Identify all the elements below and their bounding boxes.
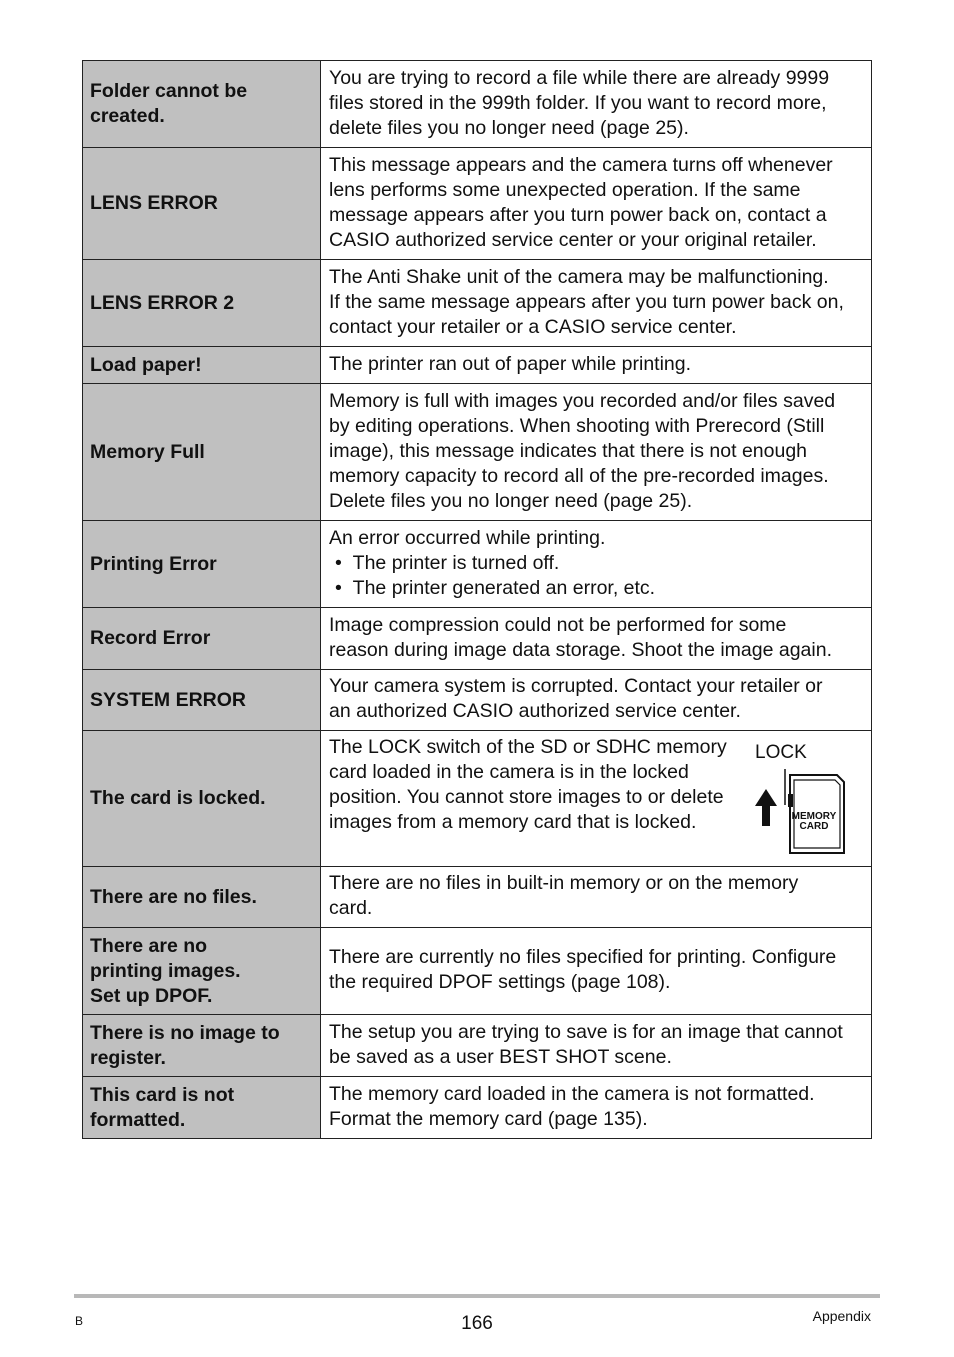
table-row xyxy=(83,148,872,260)
card-label-line: CARD xyxy=(799,821,829,832)
table-row xyxy=(83,867,872,928)
message-description: The memory card loaded in the camera is not formatted. Format the memory card (page 135). xyxy=(321,1077,872,1139)
message-description: The Anti Shake unit of the camera may be malfunctioning. If the same message appears after you turn power back on, contact your retailer or a CASIO service center. xyxy=(321,260,872,347)
message-name: Memory Full xyxy=(83,384,321,521)
page-number: 166 xyxy=(461,1313,493,1334)
message-description: This message appears and the camera turns off whenever lens performs some unexpected operation. If the same message appears after you turn power back on, contact a CASIO authorized service center or your original retailer. xyxy=(321,148,872,260)
message-name: This card is not formatted. xyxy=(83,1077,321,1139)
table-row xyxy=(83,670,872,731)
message-name: There are no files. xyxy=(83,867,321,928)
bullet-item: • The printer generated an error, etc. xyxy=(335,576,656,599)
message-description: The LOCK switch of the SD or SDHC memory card loaded in the camera is in the locked position. You cannot store images to or delete images from a memory card that is locked. LOCK MEMORY CARD xyxy=(321,731,872,867)
table-row xyxy=(83,1015,872,1077)
message-description: The printer ran out of paper while printing. xyxy=(321,347,872,384)
message-description: Image compression could not be performed for some reason during image data storage. Shoot the image again. xyxy=(321,608,872,670)
message-name: Record Error xyxy=(83,608,321,670)
message-name: Load paper! xyxy=(83,347,321,384)
bullet-item: • The printer is turned off. xyxy=(335,551,560,574)
table-row xyxy=(83,347,872,384)
message-description: You are trying to record a file while there are already 9999 files stored in the 999th folder. If you want to record more, delete files you no longer need (page 25). xyxy=(321,61,872,148)
error-message-table xyxy=(82,60,872,1139)
message-name: Printing Error xyxy=(83,521,321,608)
message-name: There are no printing images. Set up DPOF. xyxy=(83,928,321,1015)
table-row xyxy=(83,1077,872,1139)
message-description: An error occurred while printing. • The printer is turned off. • The printer generated an error, etc. xyxy=(321,521,872,608)
memory-card-lock-illustration xyxy=(753,737,863,862)
message-description: Memory is full with images you recorded and/or files saved by editing operations. When shooting with Prerecord (Still image), this message indicates that there is not enough memory capacity to record all of the pre-recorded images. Delete files you no longer need (page 25). xyxy=(321,384,872,521)
message-name: The card is locked. xyxy=(83,731,321,867)
message-name: Folder cannot be created. xyxy=(83,61,321,148)
message-description: Your camera system is corrupted. Contact your retailer or an authorized CASIO authorized service center. xyxy=(321,670,872,731)
message-description: There are no files in built-in memory or on the memory card. xyxy=(321,867,872,928)
table-row xyxy=(83,260,872,347)
table-row xyxy=(83,521,872,608)
message-description: The setup you are trying to save is for an image that cannot be saved as a user BEST SHOT scene. xyxy=(321,1015,872,1077)
table-row xyxy=(83,61,872,148)
message-name: LENS ERROR xyxy=(83,148,321,260)
message-name: There is no image to register. xyxy=(83,1015,321,1077)
footer-divider xyxy=(74,1294,880,1298)
message-name: SYSTEM ERROR xyxy=(83,670,321,731)
table-row xyxy=(83,608,872,670)
footer-section-title: Appendix xyxy=(812,1308,871,1324)
table-row xyxy=(83,384,872,521)
memory-card-icon xyxy=(788,775,844,853)
table-row xyxy=(83,731,872,867)
message-name: LENS ERROR 2 xyxy=(83,260,321,347)
lock-label: LOCK xyxy=(755,742,807,763)
card-label-line: MEMORY xyxy=(791,811,837,822)
message-description: There are currently no files specified for printing. Configure the required DPOF settings (page 108). xyxy=(321,928,872,1015)
up-arrow-icon xyxy=(755,789,777,826)
footer-language-mark: B xyxy=(75,1314,84,1328)
table-row xyxy=(83,928,872,1015)
